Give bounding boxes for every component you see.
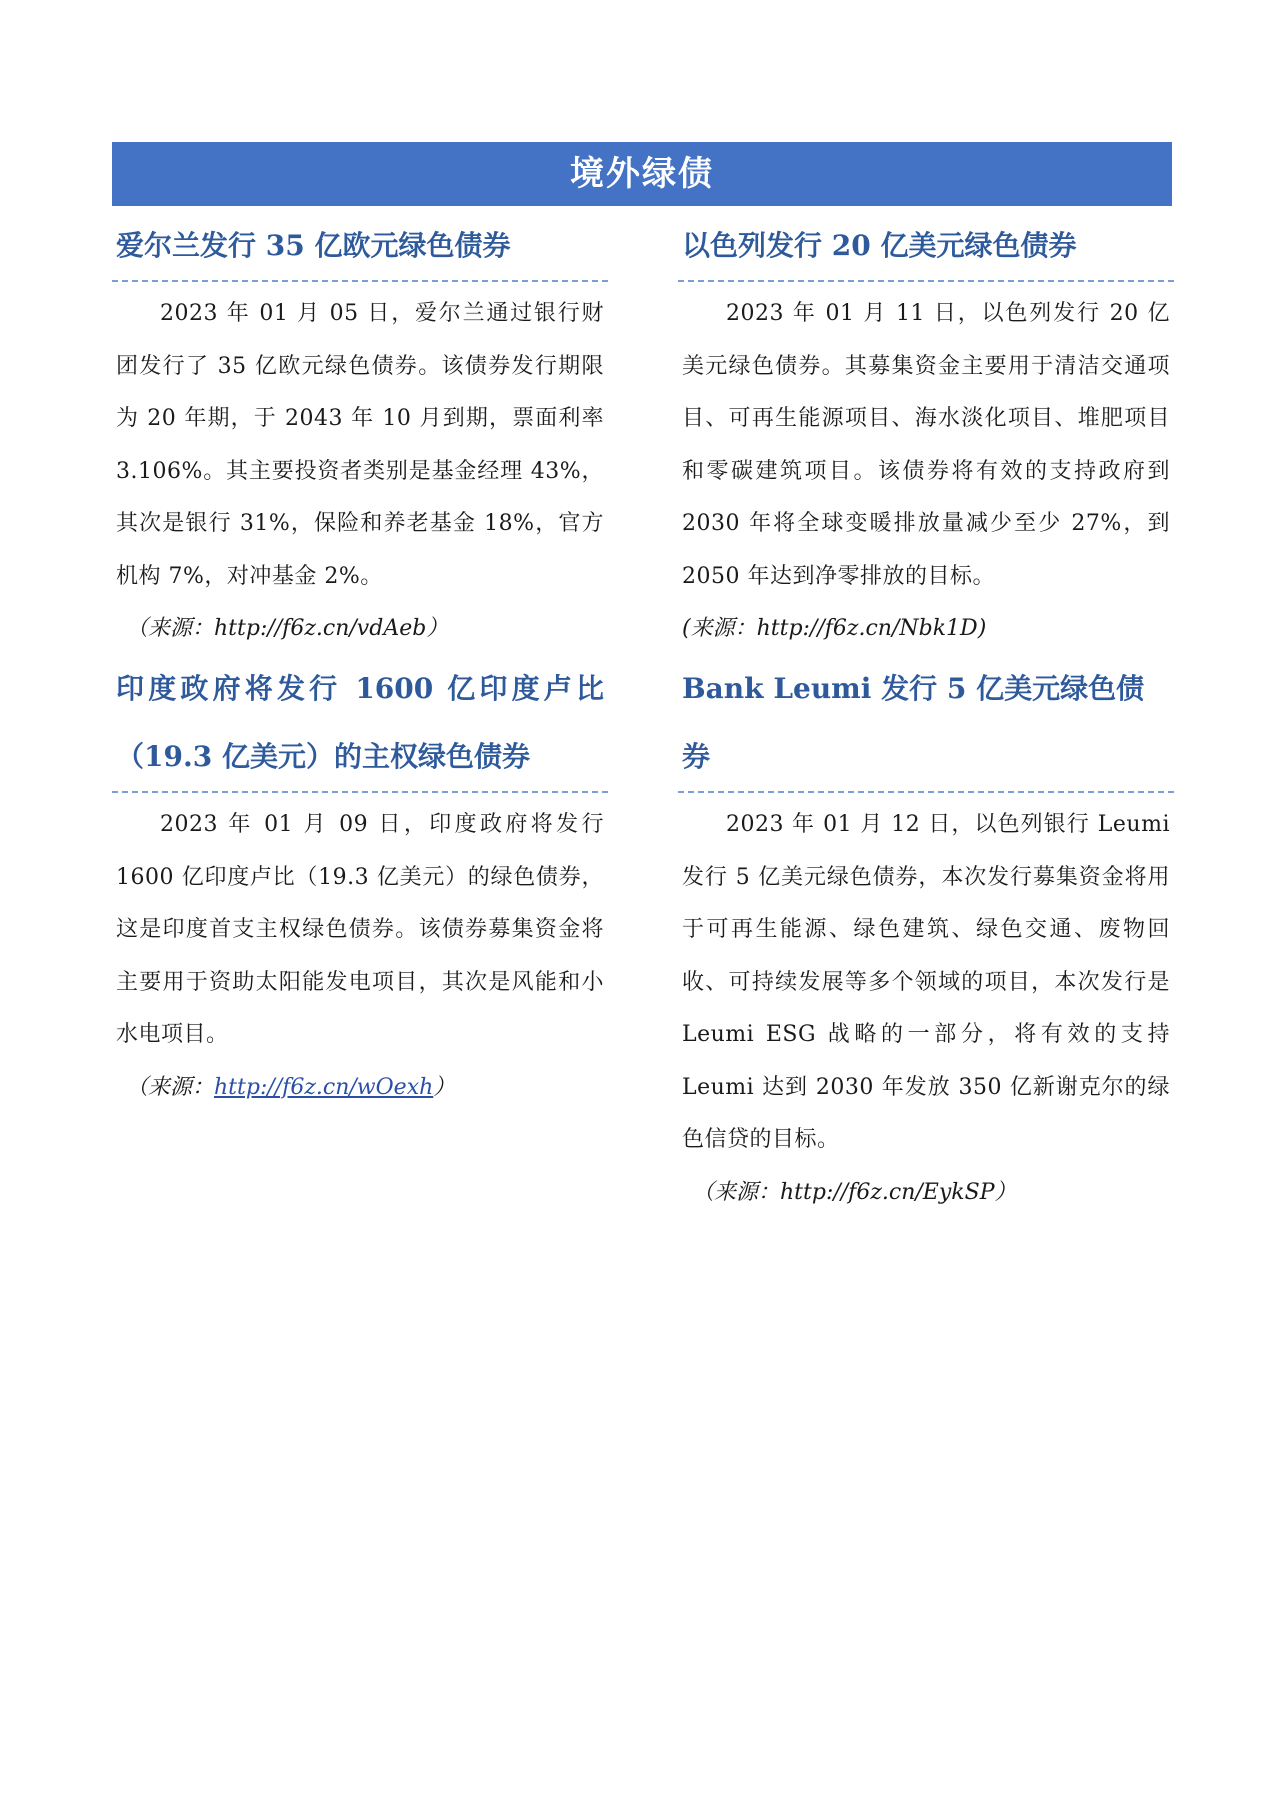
article-title: Bank Leumi 发行 5 亿美元绿色债券 [682, 672, 1145, 773]
source-prefix: （来源： [692, 1179, 781, 1205]
article-israel [678, 212, 1174, 655]
article-source [112, 1062, 608, 1114]
article-title-line1: 印度政府将发行 1600 亿印度卢比 [116, 672, 604, 705]
dashed-divider [112, 280, 608, 282]
source-suffix: ) [977, 616, 987, 641]
section-banner [112, 142, 1172, 206]
dashed-divider [112, 791, 608, 793]
source-prefix: （来源： [126, 616, 215, 641]
source-link[interactable]: http://f6z.cn/Nbk1D [756, 616, 978, 641]
source-prefix: (来源： [682, 616, 757, 641]
source-suffix: ） [994, 1179, 1017, 1205]
article-body: 2023 年 01 月 11 日，以色列发行 20 亿美元绿色债券。其募集资金主要用于清洁交通项目、可再生能源项目、海水淡化项目、堆肥项目和零碳建筑项目。该债券将有效的支持政府到 2030 年将全球变暖排放量减少至少 27%，到 2050 年达到净零排放的目标。 [682, 301, 1170, 589]
article-title: 爱尔兰发行 35 亿欧元绿色债券 [116, 229, 511, 262]
article-body: 2023 年 01 月 09 日，印度政府将发行 1600 亿印度卢比（19.3 亿美元）的绿色债券，这是印度首支主权绿色债券。该债券募集资金将主要用于资助太阳能发电项目，其次是风能和小水电项目。 [116, 812, 604, 1047]
dashed-divider [678, 791, 1174, 793]
source-suffix: ） [426, 616, 449, 641]
dashed-divider [678, 280, 1174, 282]
article-bank-leumi [678, 655, 1174, 1219]
article-source [678, 603, 1174, 655]
article-india [112, 655, 608, 1114]
source-prefix: （来源： [126, 1074, 215, 1100]
article-title [112, 655, 608, 791]
article-source [678, 1167, 1174, 1219]
article-body: 2023 年 01 月 12 日，以色列银行 Leumi 发行 5 亿美元绿色债券，本次发行募集资金将用于可再生能源、绿色建筑、绿色交通、废物回收、可持续发展等多个领域的项目，本次发行是 Leumi ESG 战略的一部分，将有效的支持 Leumi 达到 2030 年发放 350 亿新谢克尔的绿色信贷的目标。 [682, 812, 1170, 1152]
article-title-line2: （19.3 亿美元）的主权绿色债券 [116, 740, 530, 773]
article-source [112, 603, 608, 655]
source-link[interactable]: http://f6z.cn/vdAeb [214, 616, 427, 641]
source-link[interactable]: http://f6z.cn/EykSP [780, 1179, 995, 1205]
right-column [678, 212, 1174, 1219]
source-link[interactable]: http://f6z.cn/wOexh [214, 1074, 434, 1100]
left-column [112, 212, 608, 1114]
article-ireland [112, 212, 608, 655]
article-title: 以色列发行 20 亿美元绿色债券 [682, 229, 1077, 262]
article-body: 2023 年 01 月 05 日，爱尔兰通过银行财团发行了 35 亿欧元绿色债券。该债券发行期限为 20 年期，于 2043 年 10 月到期，票面利率 3.106%。其主要投资者类别是基金经理 43%，其次是银行 31%，保险和养老基金 18%，官方机构 7%，对冲基金 2%。 [116, 301, 604, 589]
section-title: 境外绿债 [570, 154, 714, 194]
source-suffix: ） [433, 1074, 456, 1100]
